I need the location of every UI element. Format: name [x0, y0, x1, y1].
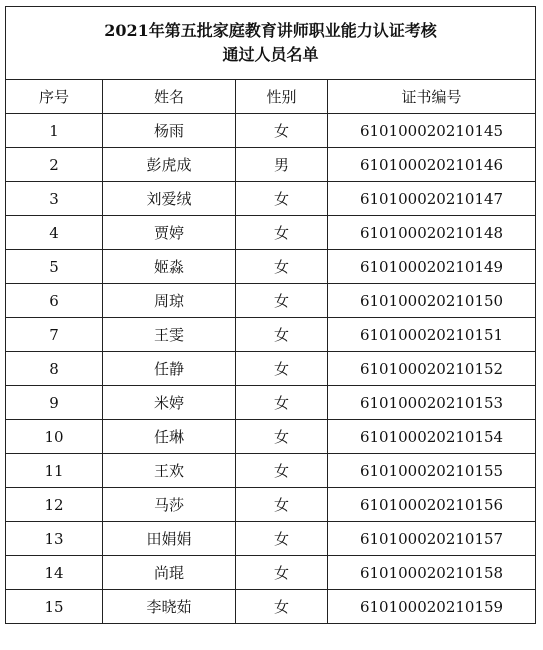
cell-name: 马莎 [103, 488, 236, 522]
cell-gender: 女 [236, 182, 328, 216]
cell-gender: 女 [236, 488, 328, 522]
cell-name: 任静 [103, 352, 236, 386]
cell-certificate: 610100020210146 [328, 148, 536, 182]
cell-gender: 女 [236, 352, 328, 386]
cell-serial: 10 [6, 420, 103, 454]
cell-certificate: 610100020210149 [328, 250, 536, 284]
cell-name: 李晓茹 [103, 590, 236, 624]
table-row [6, 556, 536, 590]
cell-gender: 女 [236, 556, 328, 590]
cell-serial: 6 [6, 284, 103, 318]
cell-serial: 1 [6, 114, 103, 148]
table-row [6, 148, 536, 182]
table-body [6, 114, 536, 624]
cell-gender: 女 [236, 386, 328, 420]
cell-certificate: 610100020210153 [328, 386, 536, 420]
cell-name: 田娟娟 [103, 522, 236, 556]
title-line-1: 2021年第五批家庭教育讲师职业能力认证考核 [104, 21, 437, 40]
cell-certificate: 610100020210159 [328, 590, 536, 624]
cell-name: 米婷 [103, 386, 236, 420]
cell-certificate: 610100020210154 [328, 420, 536, 454]
table-row [6, 284, 536, 318]
table-row [6, 386, 536, 420]
cell-certificate: 610100020210158 [328, 556, 536, 590]
table-row [6, 420, 536, 454]
cell-serial: 15 [6, 590, 103, 624]
cell-name: 彭虎成 [103, 148, 236, 182]
cell-name: 任琳 [103, 420, 236, 454]
cell-gender: 女 [236, 454, 328, 488]
table-row [6, 250, 536, 284]
cell-gender: 女 [236, 216, 328, 250]
cell-name: 王雯 [103, 318, 236, 352]
cell-gender: 女 [236, 590, 328, 624]
cell-serial: 4 [6, 216, 103, 250]
cell-certificate: 610100020210148 [328, 216, 536, 250]
document-title [6, 7, 536, 80]
cell-serial: 8 [6, 352, 103, 386]
cell-serial: 9 [6, 386, 103, 420]
cell-name: 周琼 [103, 284, 236, 318]
cell-serial: 7 [6, 318, 103, 352]
header-row [6, 80, 536, 114]
table-row [6, 318, 536, 352]
cell-certificate: 610100020210157 [328, 522, 536, 556]
cell-certificate: 610100020210152 [328, 352, 536, 386]
header-certificate: 证书编号 [328, 80, 536, 114]
cell-gender: 女 [236, 522, 328, 556]
cell-certificate: 610100020210145 [328, 114, 536, 148]
cell-gender: 女 [236, 114, 328, 148]
cell-name: 姬淼 [103, 250, 236, 284]
cell-serial: 13 [6, 522, 103, 556]
cell-name: 王欢 [103, 454, 236, 488]
cell-serial: 5 [6, 250, 103, 284]
table-row [6, 182, 536, 216]
cell-serial: 14 [6, 556, 103, 590]
table-row [6, 114, 536, 148]
cell-certificate: 610100020210150 [328, 284, 536, 318]
cell-name: 贾婷 [103, 216, 236, 250]
cell-serial: 11 [6, 454, 103, 488]
cell-certificate: 610100020210151 [328, 318, 536, 352]
table-row [6, 352, 536, 386]
title-row [6, 7, 536, 80]
cell-name: 杨雨 [103, 114, 236, 148]
cell-gender: 女 [236, 318, 328, 352]
header-gender: 性别 [236, 80, 328, 114]
cell-serial: 12 [6, 488, 103, 522]
title-line-2: 通过人员名单 [222, 45, 319, 64]
cell-certificate: 610100020210156 [328, 488, 536, 522]
table-row [6, 522, 536, 556]
cell-certificate: 610100020210147 [328, 182, 536, 216]
roster-table [5, 6, 536, 624]
cell-gender: 女 [236, 420, 328, 454]
table-row [6, 216, 536, 250]
table-row [6, 488, 536, 522]
cell-gender: 女 [236, 284, 328, 318]
document-sheet [5, 6, 535, 624]
cell-certificate: 610100020210155 [328, 454, 536, 488]
cell-gender: 男 [236, 148, 328, 182]
cell-serial: 3 [6, 182, 103, 216]
cell-name: 刘爱绒 [103, 182, 236, 216]
table-row [6, 454, 536, 488]
cell-serial: 2 [6, 148, 103, 182]
cell-name: 尚琨 [103, 556, 236, 590]
cell-gender: 女 [236, 250, 328, 284]
header-name: 姓名 [103, 80, 236, 114]
table-row [6, 590, 536, 624]
header-serial: 序号 [6, 80, 103, 114]
